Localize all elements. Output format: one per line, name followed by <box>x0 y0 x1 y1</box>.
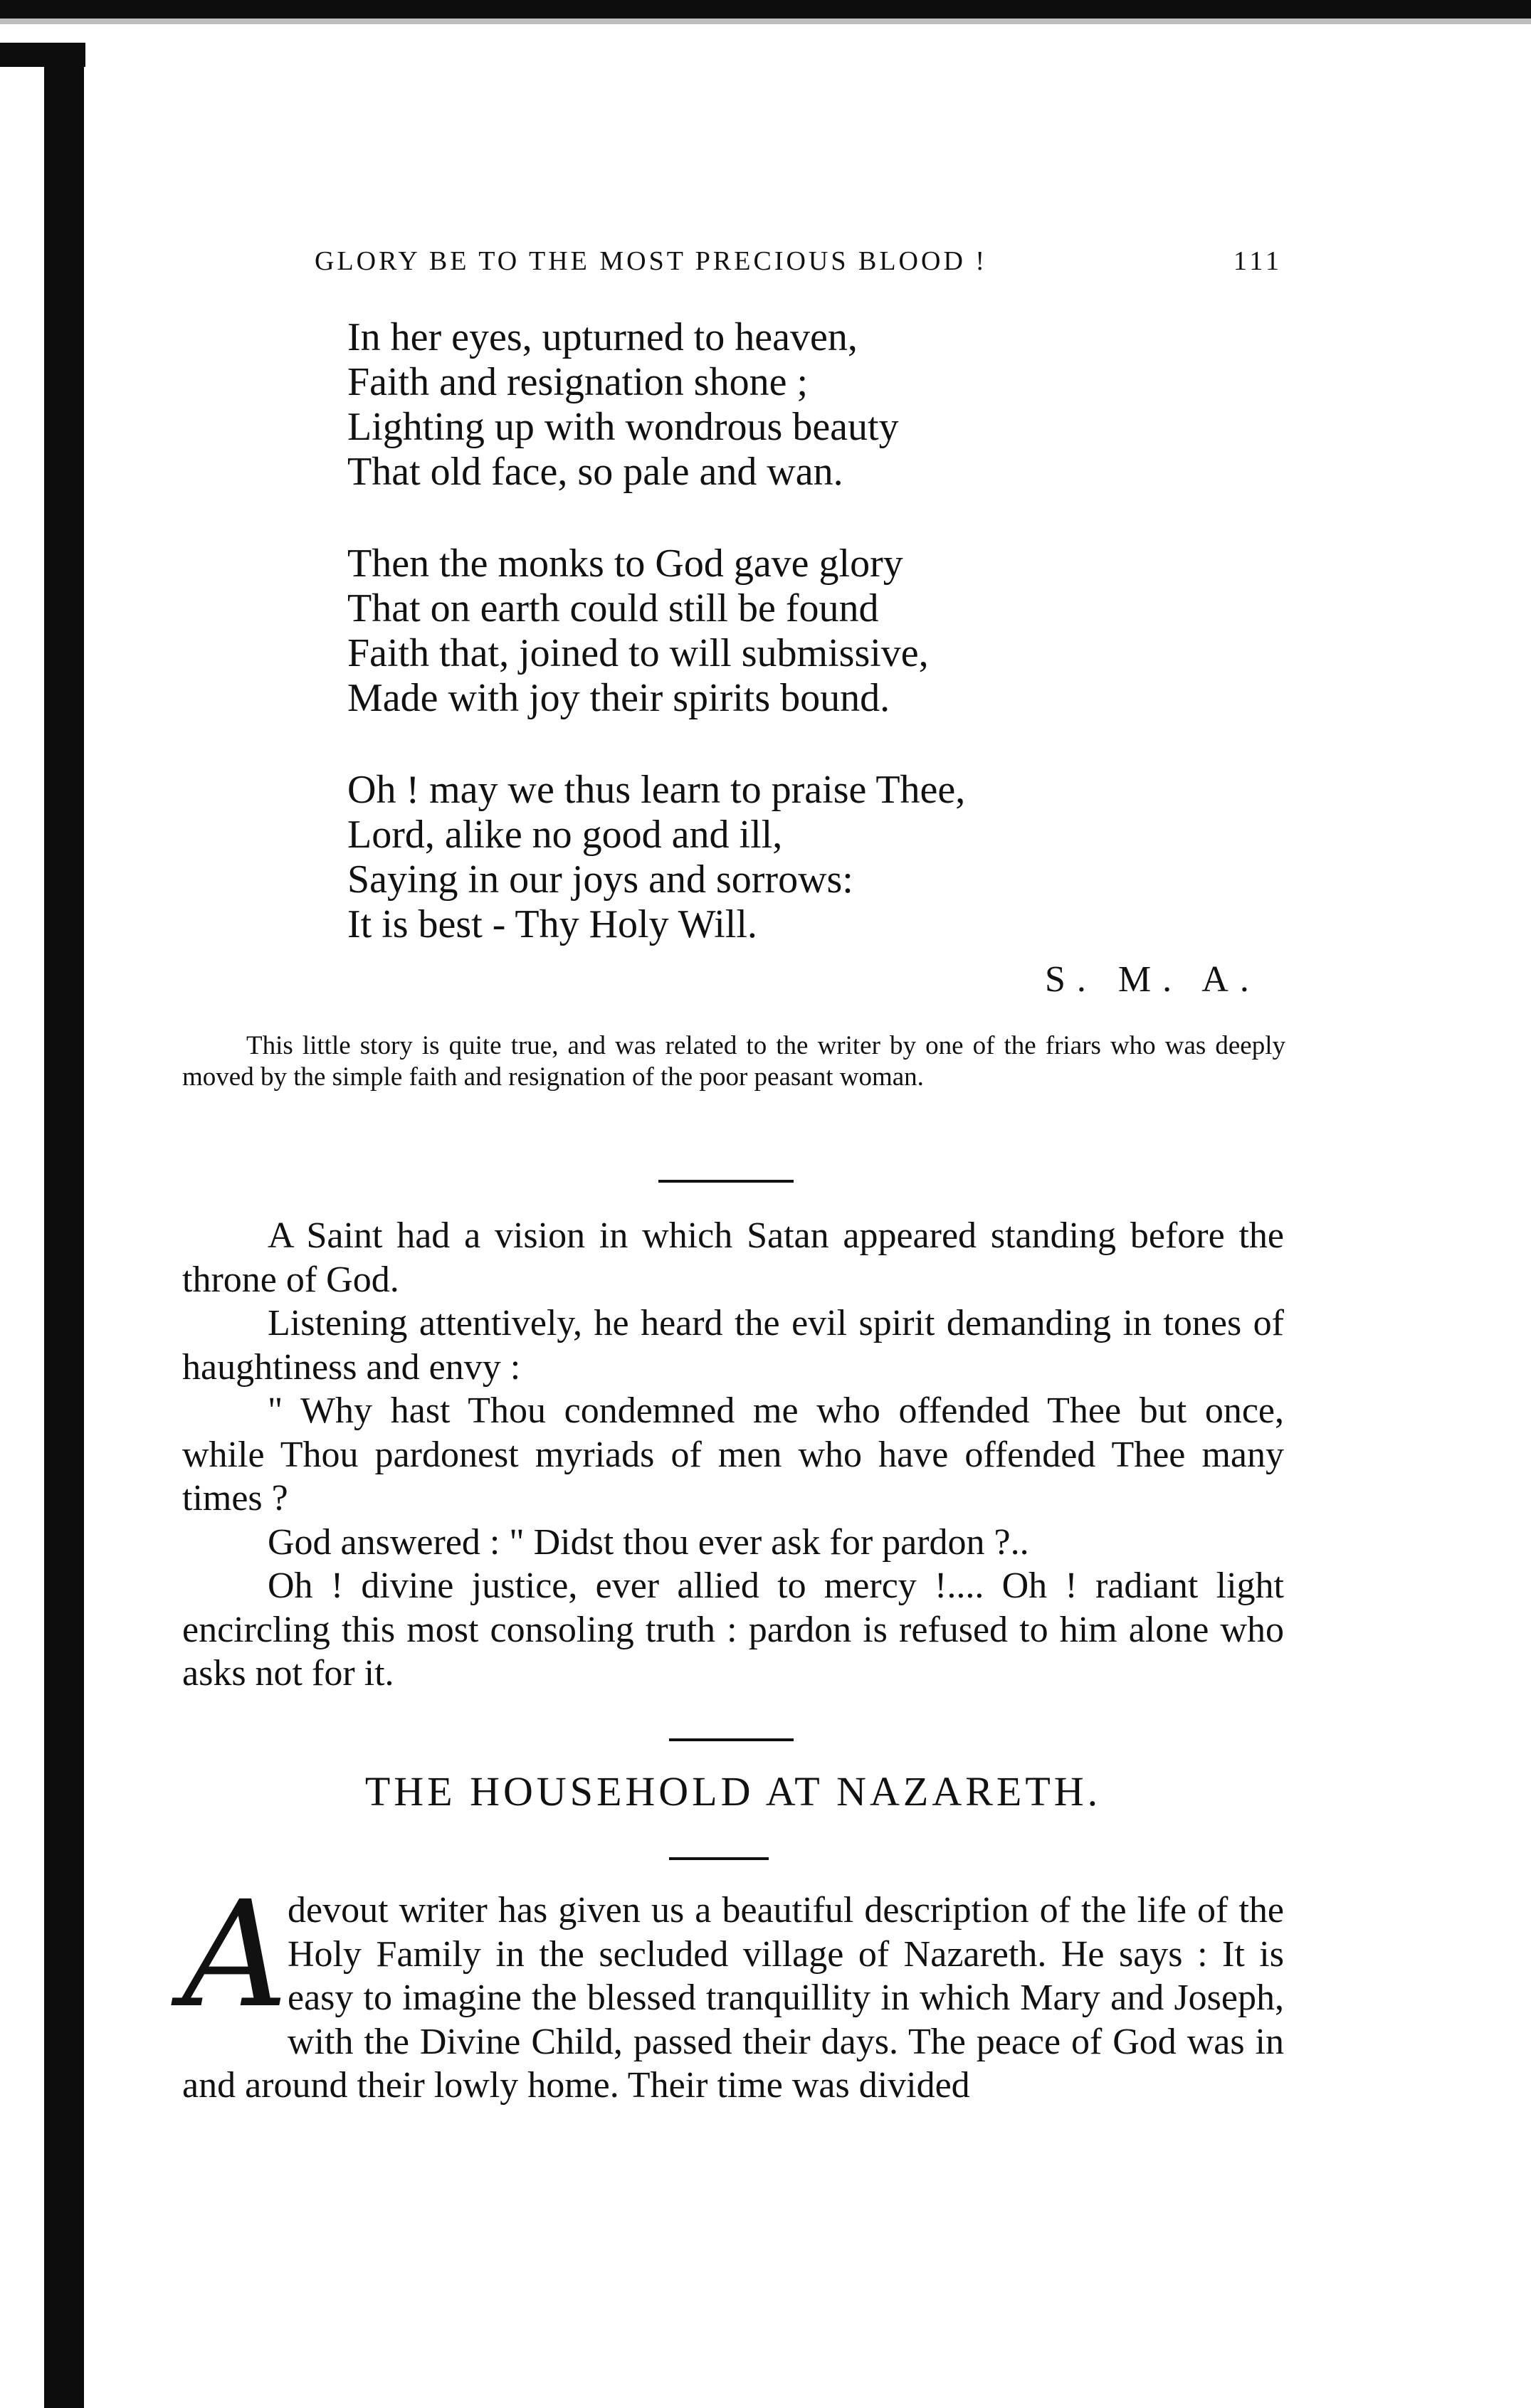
title-divider <box>669 1857 769 1860</box>
poem-line: Faith and resignation shone ; <box>347 360 809 404</box>
section-title: THE HOUSEHOLD AT NAZARETH. <box>364 1768 1102 1815</box>
poem-signature: S. M. A. <box>1045 959 1261 1000</box>
poem-line: Then the monks to God gave glory <box>347 542 903 586</box>
poem-line: In her eyes, upturned to heaven, <box>347 315 858 359</box>
paragraph: A Saint had a vision in which Satan appeared standing before the throne of God. <box>182 1215 1284 1300</box>
section-divider <box>658 1180 794 1183</box>
poem-line: It is best - Thy Holy Will. <box>347 902 757 946</box>
poem-line: Oh ! may we thus learn to praise Thee, <box>347 768 966 812</box>
running-head: GLORY BE TO THE MOST PRECIOUS BLOOD ! <box>315 246 988 276</box>
page-number: 111 <box>1233 246 1283 276</box>
scan-top-edge <box>0 0 1531 19</box>
poem-stanza-3 <box>347 768 965 947</box>
section-body <box>182 1869 1284 2108</box>
paragraph: " Why hast Thou condemned me who offended Thee but once, while Thou pardonest myriads of men who have offended Thee many times ? <box>182 1390 1284 1519</box>
drop-cap: A <box>182 1869 288 2040</box>
anecdote-text <box>182 1214 1284 1696</box>
paragraph: devout writer has given us a beautiful description of the life of the Holy Family in the secluded village of Nazareth. He says : It is easy to imagine the blessed tranquillity in which Mary and Joseph, with the Divine Child, passed their days. The peace of God was in and around their lowly home. Their time was divided <box>182 1890 1284 2106</box>
scan-top-edge-shadow <box>0 19 1531 24</box>
paragraph: Listening attentively, he heard the evil spirit demanding in tones of haughtiness and envy : <box>182 1303 1284 1388</box>
poem-line: That old face, so pale and wan. <box>347 450 843 494</box>
poem-line: Lord, alike no good and ill, <box>347 813 783 857</box>
book-spine-shadow <box>44 50 84 2408</box>
page-header <box>315 245 1283 288</box>
poem-stanza-1 <box>347 315 899 495</box>
opening-paragraph <box>182 1869 1284 2108</box>
footnote: This little story is quite true, and was related to the writer by one of the friars who was deeply moved by the simple faith and resignation of the poor peasant woman. <box>182 1031 1285 1092</box>
poem-line: Saying in our joys and sorrows: <box>347 857 853 902</box>
paragraph: Oh ! divine justice, ever allied to mercy !.... Oh ! radiant light encircling this most consoling truth : pardon is refused to him alone who asks not for it. <box>182 1565 1284 1694</box>
paragraph: God answered : " Didst thou ever ask for pardon ?.. <box>268 1521 1029 1563</box>
section-divider <box>669 1738 794 1741</box>
poem-line: Made with joy their spirits bound. <box>347 676 890 720</box>
poem-line: Lighting up with wondrous beauty <box>347 405 899 449</box>
poem-line: That on earth could still be found <box>347 586 879 630</box>
poem-line: Faith that, joined to will submissive, <box>347 631 929 675</box>
poem-stanza-2 <box>347 542 929 721</box>
